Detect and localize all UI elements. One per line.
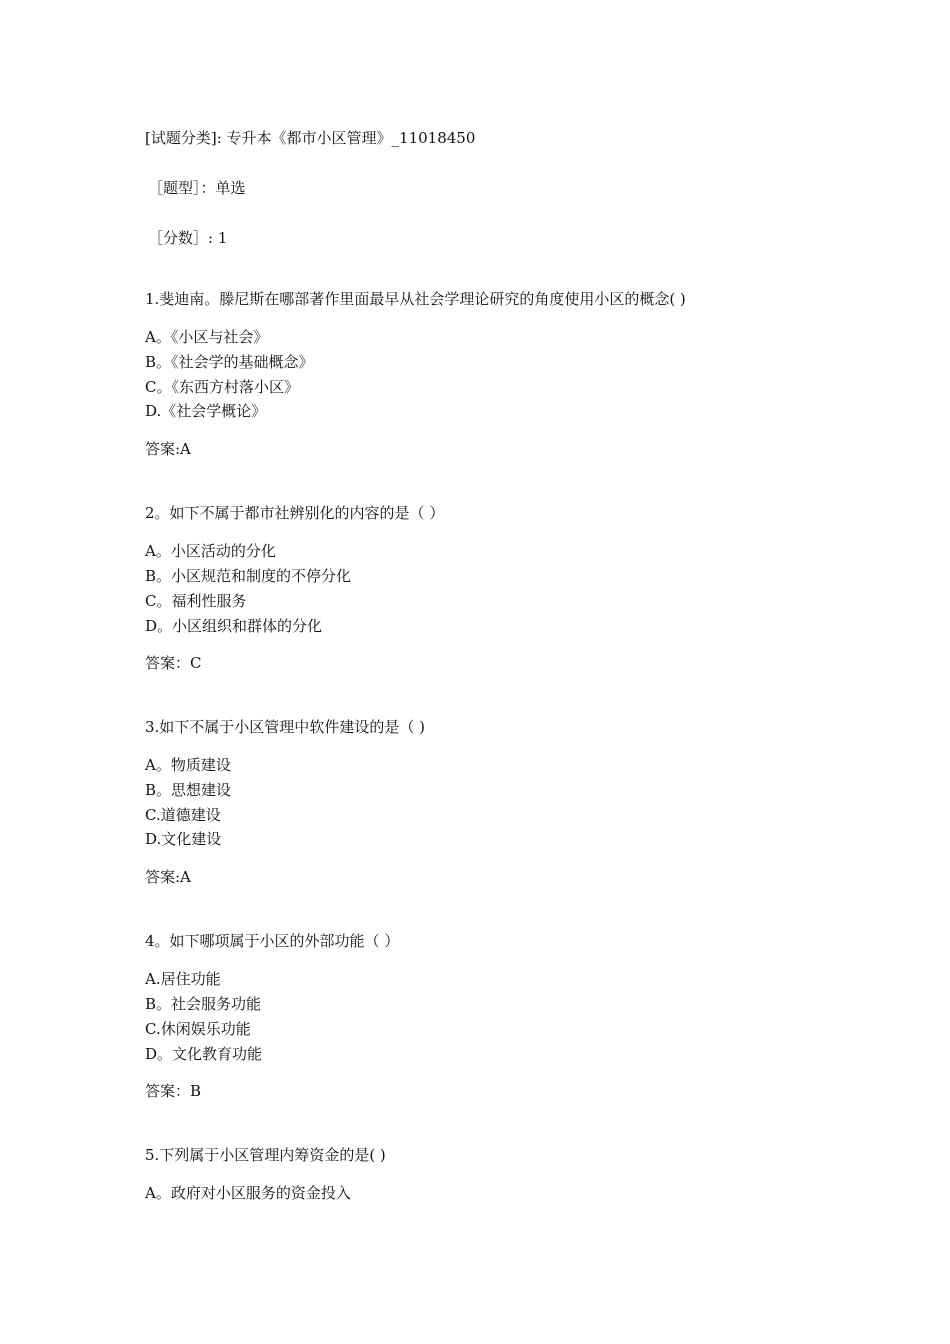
question-5-stem: 5.下列属于小区管理内筹资金的是( ) <box>145 1146 386 1164</box>
question-1-option-d: D.《社会学概论》 <box>145 402 267 420</box>
score-line: ［分数］: 1 <box>148 229 228 247</box>
question-2-stem: 2。如下不属于都市社辨别化的内容的是（ ） <box>145 504 445 522</box>
question-3-option-b: B。思想建设 <box>145 781 232 799</box>
question-2-option-d: D。小区组织和群体的分化 <box>145 617 323 635</box>
question-4-option-c: C.休闲娱乐功能 <box>145 1020 251 1038</box>
question-4-stem: 4。如下哪项属于小区的外部功能（ ） <box>145 932 400 950</box>
category-line: [试题分类]: 专升本《都市小区管理》_11018450 <box>145 129 476 147</box>
question-2-option-b: B。小区规范和制度的不停分化 <box>145 567 352 585</box>
question-2-answer: 答案：C <box>145 654 202 672</box>
question-2-option-c: C。福利性服务 <box>145 592 247 610</box>
question-3-answer: 答案:A <box>145 868 191 886</box>
question-4-option-b: B。社会服务功能 <box>145 995 262 1013</box>
question-3-option-d: D.文化建设 <box>145 830 222 848</box>
question-3-option-c: C.道德建设 <box>145 806 221 824</box>
question-type-line: ［题型］：单选 <box>148 179 246 197</box>
question-1-option-b: B。《社会学的基础概念》 <box>145 353 314 371</box>
question-4-answer: 答案：B <box>145 1082 202 1100</box>
question-4-option-a: A.居住功能 <box>145 970 221 988</box>
question-3-option-a: A。物质建设 <box>145 756 231 774</box>
question-1-stem: 1.斐迪南。滕尼斯在哪部著作里面最早从社会学理论研究的角度使用小区的概念( ) <box>145 290 686 308</box>
question-1-answer: 答案:A <box>145 440 191 458</box>
question-5-option-a: A。政府对小区服务的资金投入 <box>145 1184 351 1202</box>
question-1-option-a: A。《小区与社会》 <box>145 328 269 346</box>
question-1-option-c: C。《东西方村落小区》 <box>145 378 299 396</box>
question-3-stem: 3.如下不属于小区管理中软件建设的是（ ) <box>145 718 425 736</box>
question-4-option-d: D。文化教育功能 <box>145 1045 263 1063</box>
question-2-option-a: A。小区活动的分化 <box>145 542 276 560</box>
